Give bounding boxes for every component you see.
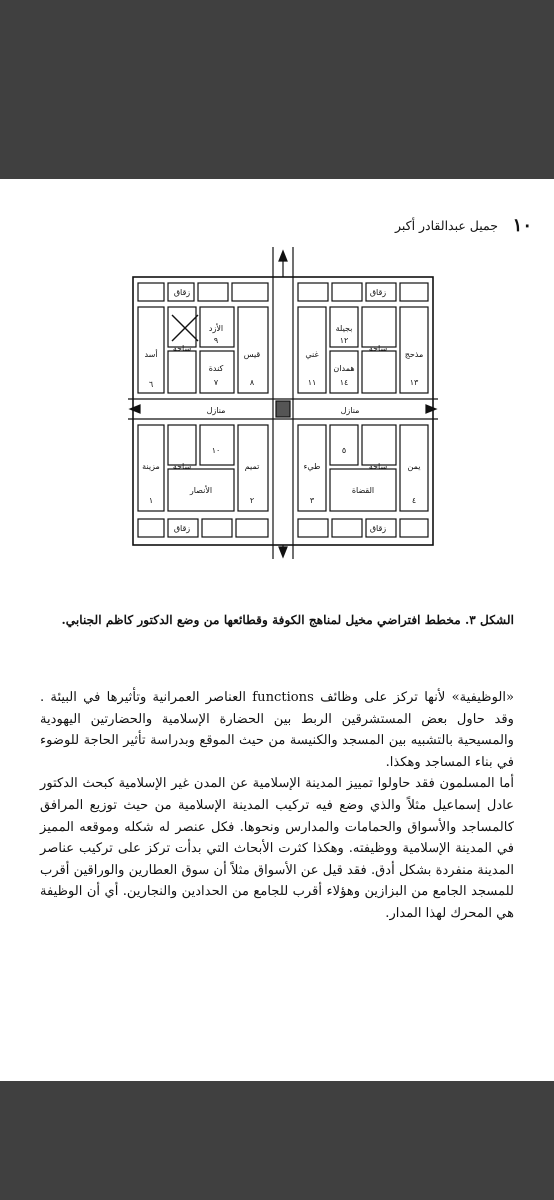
block-label-madhhij: مذحج — [404, 350, 424, 359]
block-number: ٨ — [249, 378, 255, 387]
west-arrow-icon — [130, 405, 140, 413]
block-label-azd: الأزد — [208, 324, 224, 333]
block-label-kinda: كندة — [208, 364, 224, 373]
lane-label-4: زقاق — [369, 524, 387, 533]
road-label-houses-2: منازل — [340, 406, 360, 415]
page-header — [40, 215, 532, 239]
lane-label-2: زقاق — [369, 288, 387, 297]
page-number: ١٠ — [512, 215, 532, 236]
block-number: ٢ — [249, 496, 255, 505]
block-label-hamdan: همدان — [333, 364, 355, 373]
lane-label-3: زقاق — [173, 524, 191, 533]
block-number: ١٠ — [211, 446, 221, 455]
figure-caption: الشكل ٣. مخطط افتراضي مخيل لمناهج الكوفة وقطائعها من وضع الدكتور كاظم الجنابي. — [61, 613, 514, 627]
block-number: ١ — [148, 496, 154, 505]
block-number: ١٢ — [339, 336, 349, 345]
block-number: ١٤ — [339, 378, 349, 387]
block-number: ٧ — [213, 378, 219, 387]
paragraph-1-part-1: «الوظيفية» لأنها تركز على وظائف — [320, 690, 514, 705]
running-header-author: جميل عبدالقادر أكبر — [394, 218, 498, 233]
block-label-tayy: طيء — [303, 462, 321, 471]
body-text — [40, 687, 514, 925]
paragraph-1-part-2: العناصر العمرانية وتأثيرها في البيئة . وقد حاول بعض المستشرقين الربط بين الحضارة الإسلامية والحضارتين اليهودية والمسيحية بالتشبيه بين المسجد والكنيسة من حيث الموقع وبدراسة تأثير الحاجة للوضوء في بناء المساجد وهكذا. — [40, 690, 514, 770]
document-page — [0, 179, 554, 1081]
road-label-houses-1: منازل — [206, 406, 226, 415]
square-label-tl: ساحة — [172, 344, 192, 353]
block-number: ٩ — [213, 336, 219, 345]
paragraph-1 — [40, 687, 514, 773]
block-label-bajila: بجيلة — [335, 324, 353, 333]
block-label-ansar: الأنصار — [189, 486, 213, 495]
lane-label-1: زقاق — [173, 288, 191, 297]
block-number: ٦ — [148, 380, 154, 389]
kufa-plan-diagram — [128, 247, 438, 559]
block-label-qada: القضاة — [351, 486, 375, 495]
block-label-tamim: تميم — [244, 462, 260, 471]
block-number: ٤ — [411, 496, 417, 505]
block-number: ١٣ — [409, 378, 419, 387]
block-number: ١١ — [307, 378, 317, 387]
block-label-ghani: غني — [305, 350, 319, 359]
square-label-tr: ساحة — [368, 344, 388, 353]
central-mosque-block — [276, 401, 290, 417]
square-label-br: ساحة — [368, 462, 388, 471]
block-number: ٣ — [309, 496, 315, 505]
block-label-asad: أسد — [144, 350, 158, 359]
east-arrow-icon — [426, 405, 436, 413]
city-plan-figure — [128, 247, 438, 559]
square-label-bl: ساحة — [172, 462, 192, 471]
block-number: ٥ — [341, 446, 347, 455]
block-label-qays: قيس — [243, 350, 261, 359]
paragraph-2: أما المسلمون فقد حاولوا تمييز المدينة الإسلامية عن المدن غير الإسلامية كبحث الدكتور عادل إسماعيل مثلاً والذي وضع فيه تركيب المدينة الإسلامية من حيث توزيع المرافق كالمساجد والأسواق والحمامات والمدارس ونحوها. فكل عنصر له شكله وموقعه المميز في المدينة الإسلامية ووظيفته. وهكذا كثرت الأبحاث التي بدأت تركز على تركيب عناصر المدينة منفردة بشكل أدق. فقد قيل عن الأسواق مثلاً أن سوق العطارين والوراقين أقرب للمسجد الجامع من البزازين وهؤلاء أقرب للجامع من الحدادين والنجارين. أي أن الوظيفة هي المحرك لهذا المدار. — [40, 776, 514, 921]
latin-term: functions — [252, 690, 314, 705]
block-label-yaman: يمن — [407, 462, 421, 471]
block-label-muzayna: مزينة — [142, 462, 160, 471]
